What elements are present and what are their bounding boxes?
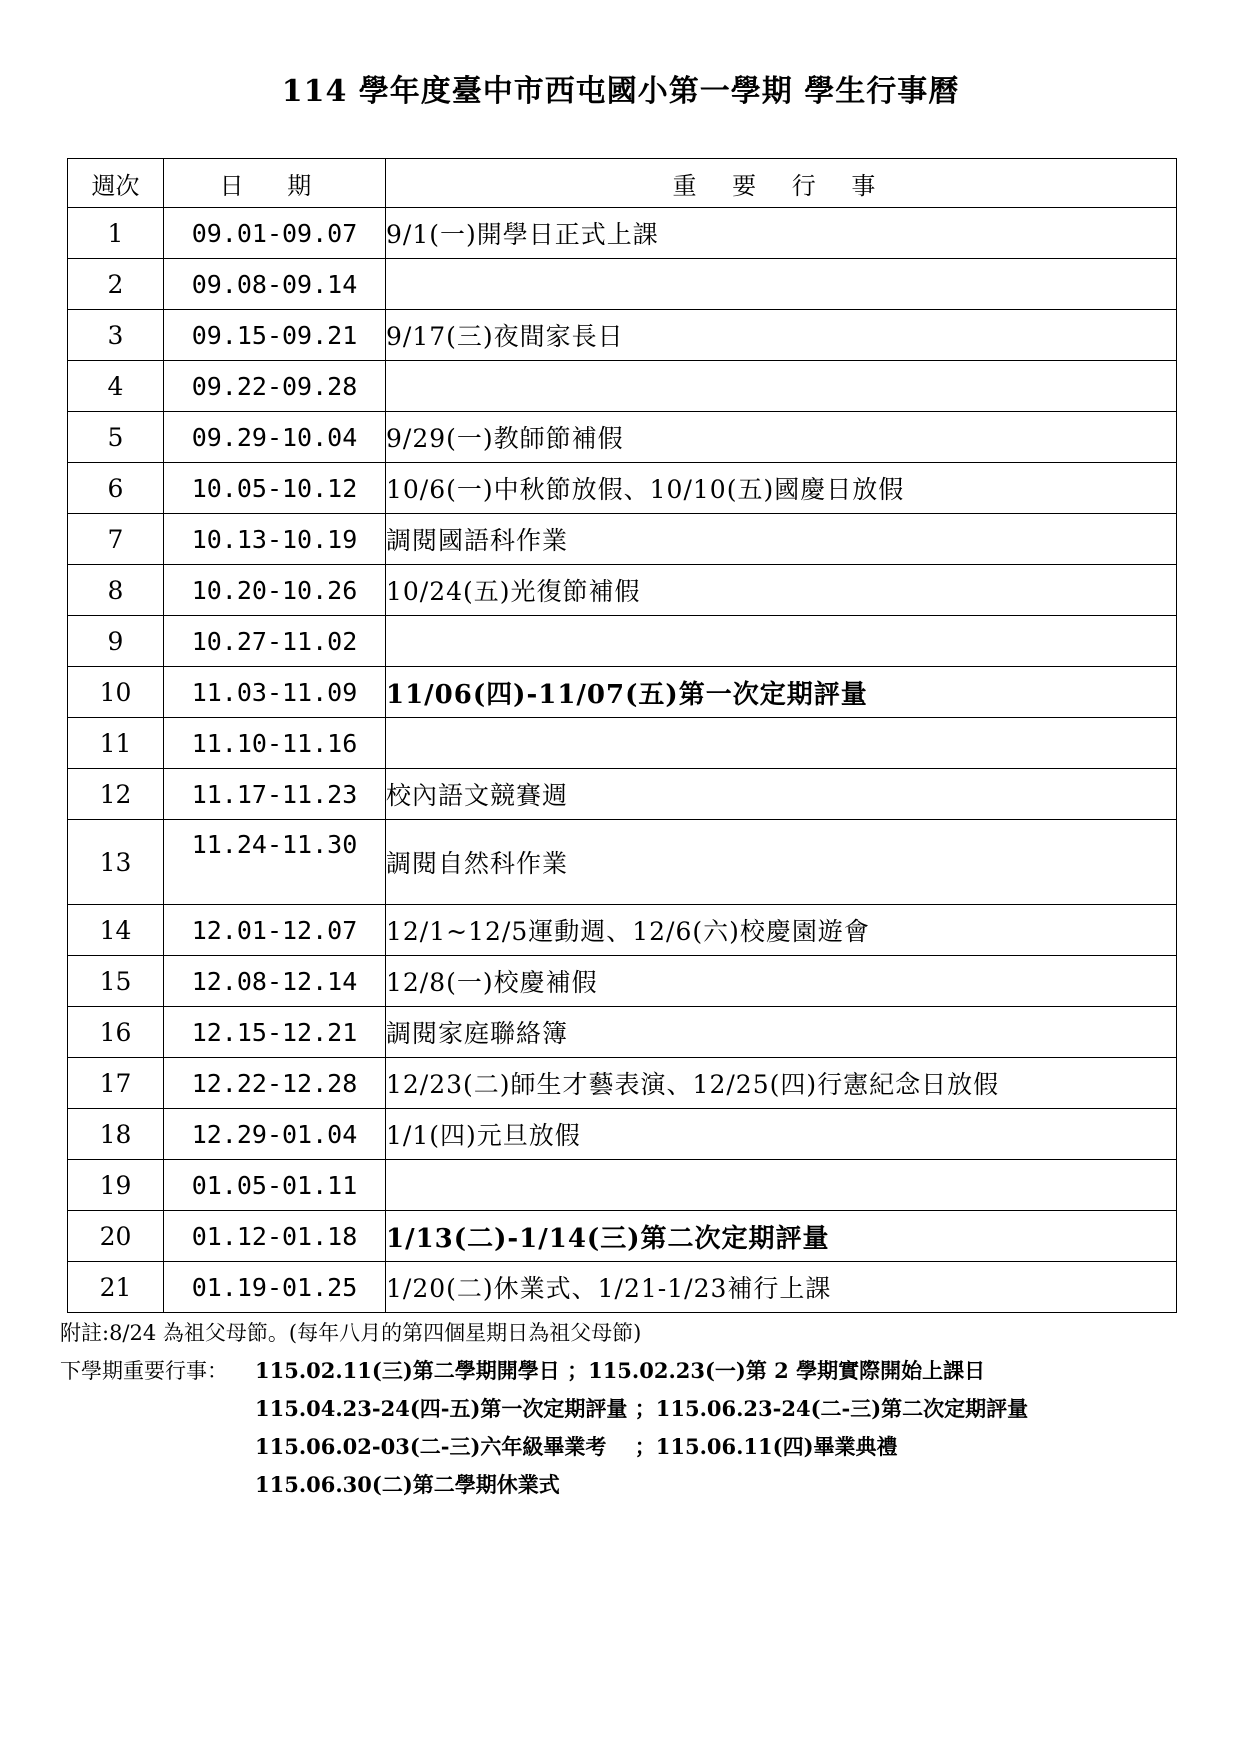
next-semester-item: 115.04.23-24(四-五)第一次定期評量 ；115.06.23-24(二-三)第二次定期評量 — [255, 1396, 1029, 1421]
table-row — [68, 616, 1177, 667]
date-cell: 12.01-12.07 — [164, 905, 386, 956]
header-week: 週次 — [68, 159, 164, 208]
next-semester-item: 115.06.30(二)第二學期休業式 — [255, 1472, 560, 1497]
week-cell: 11 — [68, 718, 164, 769]
table-row — [68, 565, 1177, 616]
event-cell — [386, 616, 1177, 667]
date-cell: 01.05-01.11 — [164, 1160, 386, 1211]
event-cell: 12/1~12/5運動週、12/6(六)校慶園遊會 — [386, 905, 1177, 956]
week-cell: 20 — [68, 1211, 164, 1262]
next-semester-item: 115.02.11(三)第二學期開學日 ；115.02.23(一)第 2 學期實際開始上課日 — [255, 1358, 986, 1383]
week-cell: 14 — [68, 905, 164, 956]
date-cell: 09.01-09.07 — [164, 208, 386, 259]
week-cell: 10 — [68, 667, 164, 718]
week-cell: 6 — [68, 463, 164, 514]
event-cell: 調閱家庭聯絡簿 — [386, 1007, 1177, 1058]
event-cell: 1/1(四)元旦放假 — [386, 1109, 1177, 1160]
next-semester-list — [255, 1352, 1028, 1504]
date-cell: 12.22-12.28 — [164, 1058, 386, 1109]
table-row — [68, 1160, 1177, 1211]
table-row — [68, 412, 1177, 463]
date-cell: 09.22-09.28 — [164, 361, 386, 412]
date-cell: 12.08-12.14 — [164, 956, 386, 1007]
next-semester-label: 下學期重要行事： — [60, 1359, 228, 1383]
table-row — [68, 1262, 1177, 1313]
event-cell: 調閱國語科作業 — [386, 514, 1177, 565]
week-cell: 8 — [68, 565, 164, 616]
date-cell: 10.13-10.19 — [164, 514, 386, 565]
date-cell: 11.24-11.30 — [164, 820, 386, 905]
date-cell: 10.05-10.12 — [164, 463, 386, 514]
header-event: 重 要 行 事 — [386, 159, 1177, 208]
event-cell: 12/23(二)師生才藝表演、12/25(四)行憲紀念日放假 — [386, 1058, 1177, 1109]
week-cell: 19 — [68, 1160, 164, 1211]
table-header-row — [68, 159, 1177, 208]
week-cell: 2 — [68, 259, 164, 310]
table-row — [68, 956, 1177, 1007]
date-cell: 09.15-09.21 — [164, 310, 386, 361]
event-cell: 校內語文競賽週 — [386, 769, 1177, 820]
date-cell: 10.27-11.02 — [164, 616, 386, 667]
table-row — [68, 1058, 1177, 1109]
date-cell: 09.29-10.04 — [164, 412, 386, 463]
date-cell: 12.29-01.04 — [164, 1109, 386, 1160]
event-cell: 10/6(一)中秋節放假、10/10(五)國慶日放假 — [386, 463, 1177, 514]
table-row — [68, 514, 1177, 565]
table-row — [68, 259, 1177, 310]
event-cell — [386, 1160, 1177, 1211]
week-cell: 5 — [68, 412, 164, 463]
date-cell: 11.10-11.16 — [164, 718, 386, 769]
week-cell: 18 — [68, 1109, 164, 1160]
week-cell: 12 — [68, 769, 164, 820]
event-cell: 11/06(四)-11/07(五)第一次定期評量 — [386, 667, 1177, 718]
event-cell: 9/29(一)教師節補假 — [386, 412, 1177, 463]
table-row — [68, 905, 1177, 956]
event-cell — [386, 718, 1177, 769]
next-semester-item: 115.06.02-03(二-三)六年級畢業考 ；115.06.11(四)畢業典禮 — [255, 1434, 898, 1459]
date-cell: 09.08-09.14 — [164, 259, 386, 310]
date-cell: 11.17-11.23 — [164, 769, 386, 820]
table-row — [68, 310, 1177, 361]
next-semester-events — [60, 1352, 1210, 1504]
week-cell: 4 — [68, 361, 164, 412]
event-cell — [386, 361, 1177, 412]
event-cell: 調閱自然科作業 — [386, 820, 1177, 905]
notes-section — [60, 1314, 1210, 1504]
event-cell: 10/24(五)光復節補假 — [386, 565, 1177, 616]
date-cell: 01.12-01.18 — [164, 1211, 386, 1262]
week-cell: 15 — [68, 956, 164, 1007]
date-cell: 10.20-10.26 — [164, 565, 386, 616]
event-cell — [386, 259, 1177, 310]
table-row — [68, 208, 1177, 259]
table-row — [68, 1007, 1177, 1058]
week-cell: 7 — [68, 514, 164, 565]
table-row — [68, 1109, 1177, 1160]
week-cell: 9 — [68, 616, 164, 667]
week-cell: 16 — [68, 1007, 164, 1058]
calendar-table — [67, 158, 1177, 1313]
week-cell: 13 — [68, 820, 164, 905]
date-cell: 12.15-12.21 — [164, 1007, 386, 1058]
event-cell: 9/17(三)夜間家長日 — [386, 310, 1177, 361]
table-row — [68, 718, 1177, 769]
event-cell: 12/8(一)校慶補假 — [386, 956, 1177, 1007]
table-row — [68, 769, 1177, 820]
week-cell: 3 — [68, 310, 164, 361]
event-cell: 9/1(一)開學日正式上課 — [386, 208, 1177, 259]
page-title: 114 學年度臺中市西屯國小第一學期 學生行事曆 — [281, 74, 960, 109]
table-row — [68, 1211, 1177, 1262]
week-cell: 21 — [68, 1262, 164, 1313]
table-row — [68, 361, 1177, 412]
week-cell: 1 — [68, 208, 164, 259]
header-date: 日 期 — [164, 159, 386, 208]
table-row — [68, 667, 1177, 718]
week-cell: 17 — [68, 1058, 164, 1109]
footnote: 附註:8/24 為祖父母節。(每年八月的第四個星期日為祖父母節) — [60, 1321, 642, 1345]
date-cell: 11.03-11.09 — [164, 667, 386, 718]
table-row — [68, 820, 1177, 905]
event-cell: 1/13(二)-1/14(三)第二次定期評量 — [386, 1211, 1177, 1262]
event-cell: 1/20(二)休業式、1/21-1/23補行上課 — [386, 1262, 1177, 1313]
table-row — [68, 463, 1177, 514]
date-cell: 01.19-01.25 — [164, 1262, 386, 1313]
